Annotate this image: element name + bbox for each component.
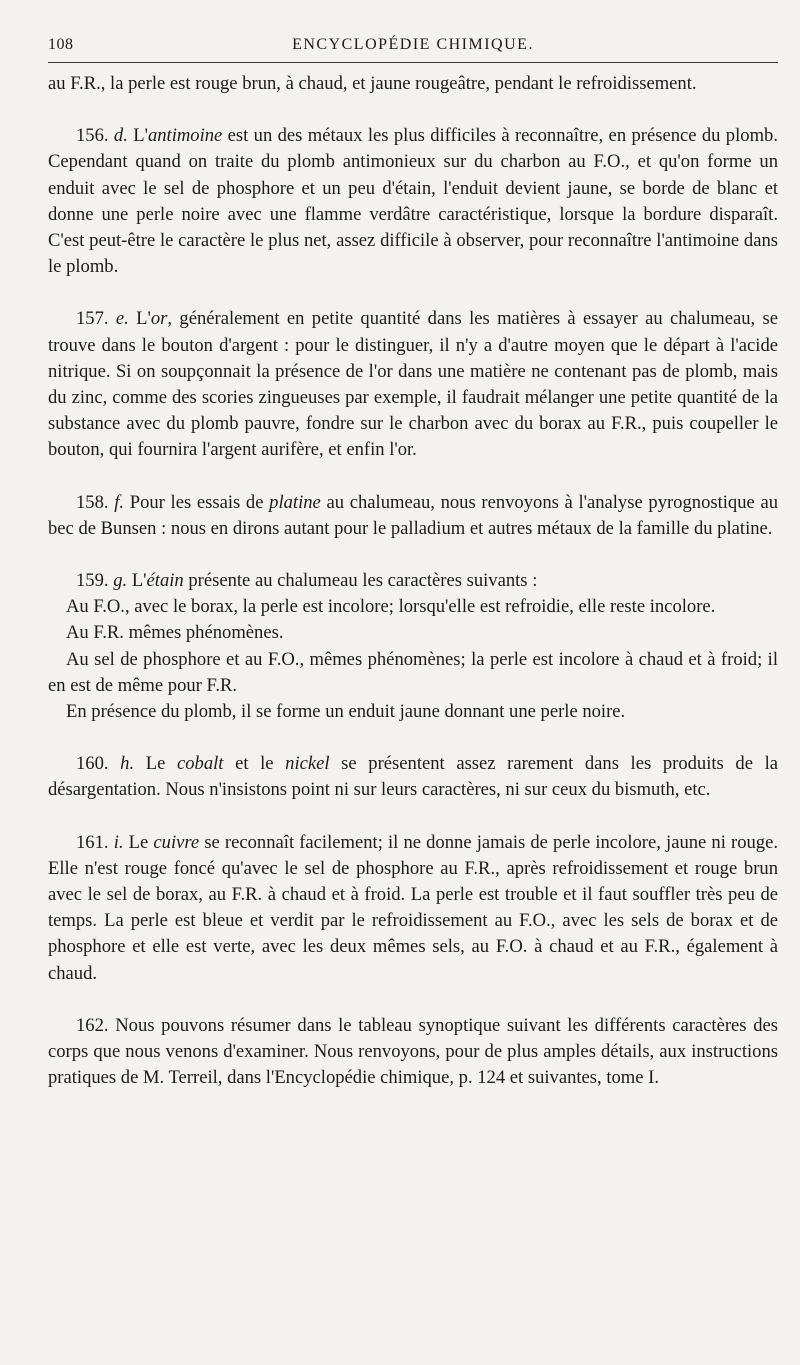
section-number: 157. <box>76 308 109 330</box>
paragraph-159: 159. g. L'étain présente au chalumeau les caractères suivants : <box>76 570 538 592</box>
paragraph-160: 160. h. Le cobalt et le nickel se présentent assez rarement dans les produits de la désargentation. Nous n'insistons point ni sur leurs caractères, ni sur ceux du bismuth, etc. <box>48 753 778 801</box>
section-letter: i. <box>113 831 124 853</box>
section-number: 158. <box>76 491 109 513</box>
element-term: cobalt <box>176 753 224 775</box>
section-number: 162. <box>76 1014 109 1036</box>
section-number: 156. <box>76 125 109 147</box>
element-term: platine <box>269 491 321 513</box>
element-term: nickel <box>285 753 330 775</box>
paragraph-159-item: Au F.O., avec le borax, la perle est incolore; lorsqu'elle est refroidie, elle reste incolore. <box>66 596 716 618</box>
section-letter: f. <box>114 491 125 513</box>
document-page <box>48 34 778 1092</box>
body-text <box>48 71 778 1092</box>
element-term: or <box>150 308 168 330</box>
page-number: 108 <box>48 36 74 53</box>
section-letter: g. <box>113 570 128 592</box>
paragraph-159-item: Au sel de phosphore et au F.O., mêmes phénomènes; la perle est incolore à chaud et à froid; il en est de même pour F.R. <box>48 648 778 696</box>
paragraph-162: 162. Nous pouvons résumer dans le tableau synoptique suivant les différents caractères des corps que nous venons d'examiner. Nous renvoyons, pour de plus amples détails, aux instructions pratiques de M. Terreil, dans l'Encyclopédie chimique, p. 124 et suivantes, tome I. <box>48 1014 778 1089</box>
paragraph-159-item: Au F.R. mêmes phénomènes. <box>66 622 284 644</box>
page-header <box>48 34 778 63</box>
section-number: 160. <box>76 753 109 775</box>
section-letter: e. <box>115 308 129 330</box>
paragraph-161: 161. i. Le cuivre se reconnaît facilement; il ne donne jamais de perle incolore, jaune ni rouge. Elle n'est rouge foncé qu'avec le sel de phosphore au F.R., après refroidissement et rouge brun avec le sel de borax, au F.R. à chaud et à froid. La perle est trouble et il faut souffler très peu de temps. La perle est bleue et verdit par le refroidissement au F.O., avec les sels de borax et de phosphore et elle est verte, avec les deux mêmes sels, au F.O. à chaud et au F.R., également à chaud. <box>48 831 778 984</box>
section-number: 161. <box>76 831 109 853</box>
paragraph-159-item: En présence du plomb, il se forme un enduit jaune donnant une perle noire. <box>66 701 626 723</box>
paragraph-continuation: au F.R., la perle est rouge brun, à chaud, et jaune rougeâtre, pendant le refroidissement. <box>48 73 697 94</box>
element-term: antimoine <box>147 125 223 147</box>
section-number: 159. <box>76 570 109 592</box>
paragraph-158: 158. f. Pour les essais de platine au chalumeau, nous renvoyons à l'analyse pyrognostique au bec de Bunsen : nous en dirons autant pour le palladium et autres métaux de la famille du platine. <box>48 491 779 539</box>
paragraph-157: 157. e. L'or, généralement en petite quantité dans les matières à essayer au chalumeau, se trouve dans le bouton d'argent : pour le distinguer, il n'y a d'autre moyen que le départ à l'acide nitrique. Si on soupçonnait la présence de l'or dans une matière ne contenant pas de plomb, mais du zinc, comme des scories zingueuses par exemple, il faudrait mélanger une petite quantité de la substance avec du plomb pauvre, fondre sur le charbon avec du borax au F.R., puis coupeller le bouton, qui fournira l'argent aurifère, et enfin l'or. <box>48 308 778 461</box>
running-title: ENCYCLOPÉDIE CHIMIQUE. <box>292 36 534 53</box>
paragraph-156: 156. d. L'antimoine est un des métaux les plus difficiles à reconnaître, en présence du plomb. Cependant quand on traite du plomb antimonieux sur du charbon au F.O., et qu'on forme un enduit avec le sel de phosphore et un peu d'étain, l'enduit devient jaune, se borde de blanc et donne une perle noire avec une flamme verdâtre caractéristique, lorsque la bordure disparaît. C'est peut-être le caractère le plus net, assez difficile à observer, pour reconnaître l'antimoine dans le plomb. <box>48 125 778 278</box>
element-term: cuivre <box>153 831 200 853</box>
section-letter: d. <box>113 125 128 147</box>
element-term: étain <box>146 570 184 592</box>
section-letter: h. <box>120 753 135 775</box>
